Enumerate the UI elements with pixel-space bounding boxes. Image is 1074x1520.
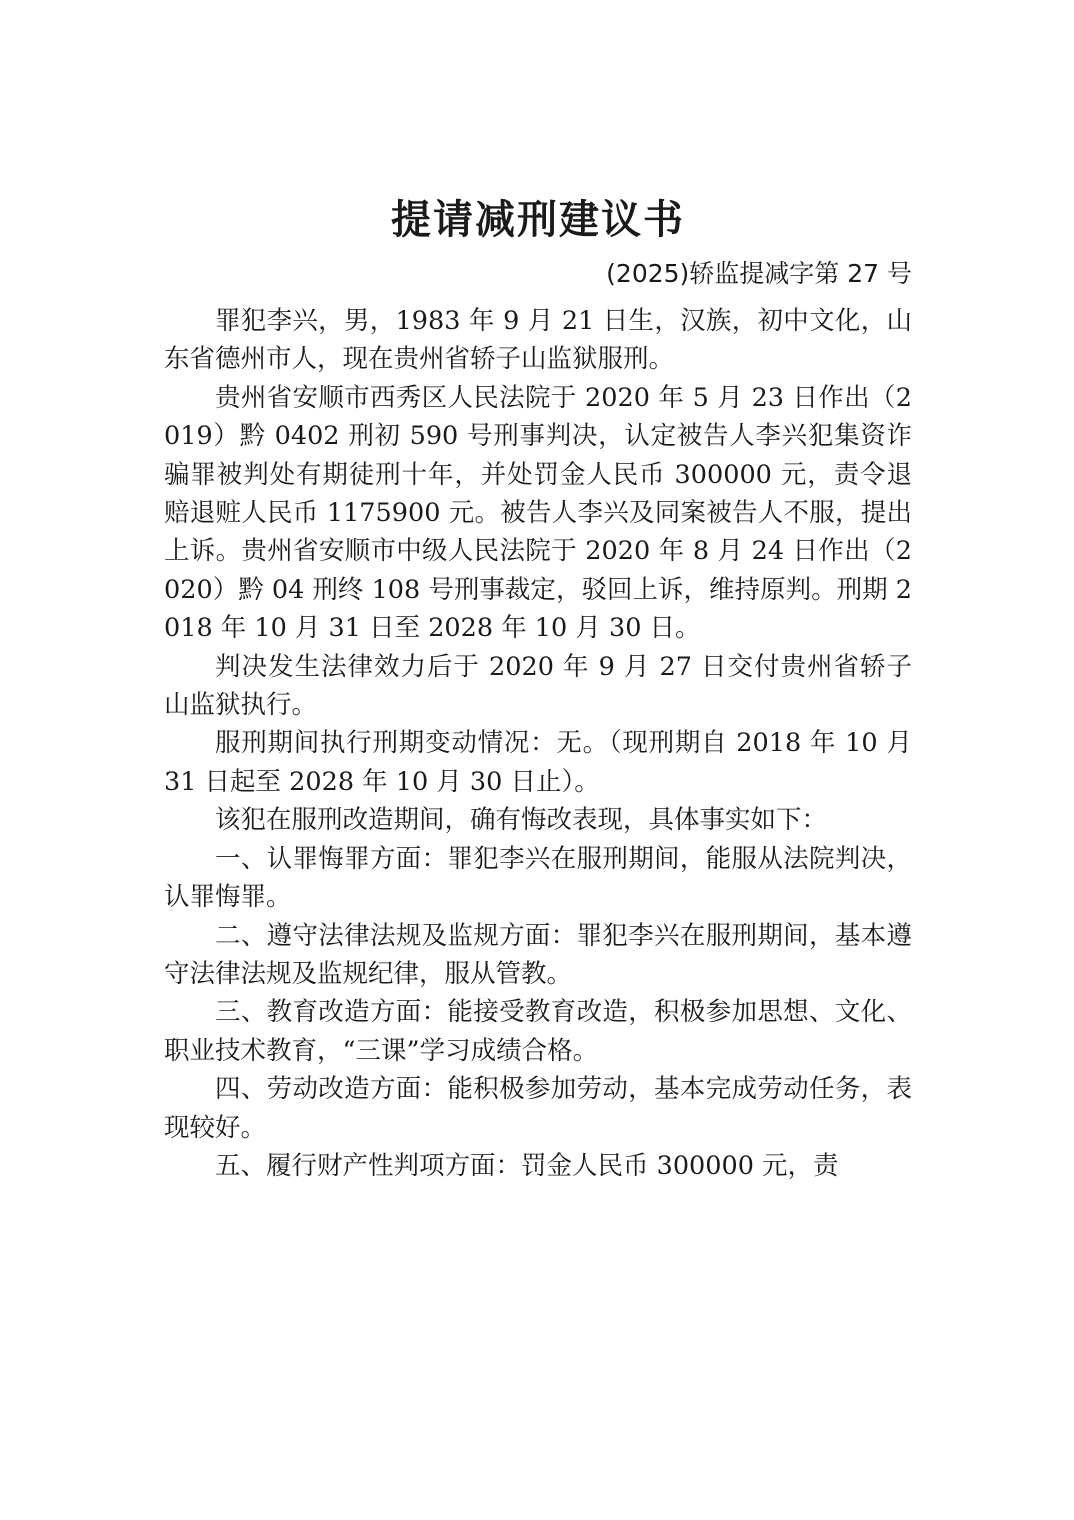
document-title: 提请减刑建议书 (391, 197, 685, 243)
paragraph-item-2: 二、遵守法律法规及监规方面：罪犯李兴在服刑期间，基本遵守法律法规及监规纪律，服从管教。 (164, 920, 912, 989)
document-page (164, 190, 912, 1185)
paragraph-item-1: 一、认罪悔罪方面：罪犯李兴在服刑期间，能服从法院判决，认罪悔罪。 (164, 843, 912, 913)
paragraph-item-4: 四、劳动改造方面：能积极参加劳动，基本完成劳动任务，表现较好。 (164, 1074, 912, 1143)
paragraph-sentence-changes: 服刑期间执行刑期变动情况：无。（现刑期自 2018 年 10 月 31 日起至 2028 年 10 月 30 日止）。 (164, 728, 912, 797)
paragraph-repentance-summary: 该犯在服刑改造期间，确有悔改表现，具体事实如下： (215, 805, 828, 836)
paragraph-item-3: 三、教育改造方面：能接受教育改造，积极参加思想、文化、职业技术教育，“三课”学习成绩合格。 (164, 997, 912, 1066)
paragraph-execution: 判决发生法律效力后于 2020 年 9 月 27 日交付贵州省轿子山监狱执行。 (164, 651, 912, 721)
document-number: (2025)轿监提减字第 27 号 (606, 259, 912, 288)
paragraph-criminal-info: 罪犯李兴，男，1983 年 9 月 21 日生，汉族，初中文化，山东省德州市人，现在贵州省轿子山监狱服刑。 (164, 306, 912, 375)
paragraph-item-5: 五、履行财产性判项方面：罚金人民币 300000 元，责 (215, 1150, 839, 1181)
paragraph-judgment: 贵州省安顺市西秀区人民法院于 2020 年 5 月 23 日作出（2019）黔 0402 刑初 590 号刑事判决，认定被告人李兴犯集资诈骗罪被判处有期徒刑十年，并处罚金人民币 300000 元，责令退赔退赃人民币 1175900 元。被告人李兴及同案被告人不服，提出上诉。贵州省安顺市中级人民法院于 2020 年 8 月 24 日作出（2020）黔 04 刑终 108 号刑事裁定，驳回上诉，维持原判。刑期 2018 年 10 月 31 日至 2028 年 10 月 30 日。 (164, 382, 912, 644)
